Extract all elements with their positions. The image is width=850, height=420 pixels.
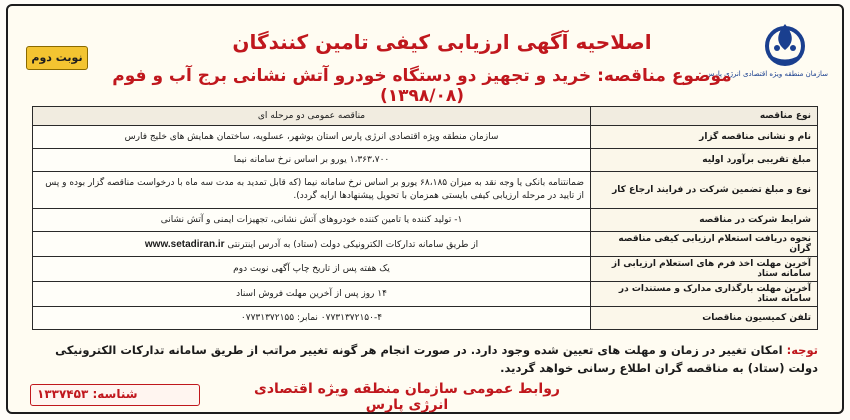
note-label: توجه: (786, 343, 818, 357)
ad-id-label: شناسه: (92, 387, 138, 401)
table-row (33, 149, 818, 172)
row-value: ۱- تولید کننده یا تامین کننده خودروهای آتش نشانی، تجهیزات ایمنی و آتش نشانی (33, 209, 591, 232)
row-value: ضمانتنامه بانکی یا وجه نقد به میزان ۶۸،۱۸۵ یورو بر اساس نرخ سامانه نیما (که قابل تمدید به مدت سه ماه با درخواست مناقصه گزار بوده و پس از تایید در مرحله ارزیابی کیفی بایستی همزمان با تحویل پیشنهادها ارایه گردد). (33, 172, 591, 209)
organization-logo (705, 20, 828, 92)
page-title: اصلاحیه آگهی ارزیابی کیفی تامین کنندگان (232, 30, 652, 54)
table-row (33, 209, 818, 232)
website-link[interactable]: www.setadiran.ir (144, 238, 225, 250)
row-label: آخرین مهلت بارگذاری مدارک و مستندات در سامانه ستاد (591, 282, 818, 307)
row-value (33, 232, 591, 257)
row-value-text: از طریق سامانه تدارکات الکترونیکی دولت (ستاد) به آدرس اینترنتی (227, 239, 479, 250)
table-row (33, 257, 818, 282)
table-row (33, 282, 818, 307)
row-label: مبلغ تقریبی برآورد اولیه (591, 149, 818, 172)
row-value: مناقصه عمومی دو مرحله ای (33, 107, 591, 126)
table-row (33, 232, 818, 257)
row-label: آخرین مهلت اخذ فرم های استعلام ارزیابی از سامانه ستاد (591, 257, 818, 282)
note-text: امکان تغییر در زمان و مهلت های تعیین شده وجود دارد. در صورت انجام هر گونه تغییر مراتب از طریق سامانه تدارکات الکترونیکی دولت (ستاد) به مناقصه گران اطلاع رسانی خواهد گردید. (55, 343, 818, 375)
table-row (33, 126, 818, 149)
row-value: سازمان منطقه ویژه اقتصادی انرژی پارس استان بوشهر، عسلویه، ساختمان همایش های خلیج فارس (33, 126, 591, 149)
row-value: ۰۷۷۳۱۳۷۲۱۵۰-۴ نمابر: ۰۷۷۳۱۳۷۲۱۵۵ (33, 307, 591, 330)
ad-id-value: ۱۳۳۷۴۵۳ (37, 387, 89, 401)
flame-logo-icon (742, 20, 828, 68)
row-label: شرایط شرکت در مناقصه (591, 209, 818, 232)
ad-header (8, 10, 842, 106)
table-row (33, 107, 818, 126)
row-label: تلفن کمیسیون مناقصات (591, 307, 818, 330)
round-badge: نوبت دوم (26, 46, 88, 70)
ad-frame (6, 4, 844, 414)
ad-id-badge (30, 384, 200, 406)
tender-subject: موضوع مناقصه: خرید و تجهیز دو دستگاه خودرو آتش نشانی برج آب و فوم (۱۳۹۸/۰۸) (112, 66, 732, 106)
row-label: نام و نشانی مناقصه گزار (591, 126, 818, 149)
row-label: نحوه دریافت استعلام ارزیابی کیفی مناقصه گران (591, 232, 818, 257)
table-row (33, 172, 818, 209)
table-row (33, 307, 818, 330)
row-label: نوع و مبلغ تضمین شرکت در فرایند ارجاع کار (591, 172, 818, 209)
row-value: یک هفته پس از تاریخ چاپ آگهی نوبت دوم (33, 257, 591, 282)
public-relations-signature: روابط عمومی سازمان منطقه ویژه اقتصادی انرژی پارس (254, 381, 560, 413)
row-value: ۱،۳۶۳،۷۰۰ یورو بر اساس نرخ سامانه نیما (33, 149, 591, 172)
row-label: نوع مناقصه (591, 107, 818, 126)
logo-caption: سازمان منطقه ویژه اقتصادی انرژی پارس (705, 70, 828, 78)
row-value: ۱۴ روز پس از آخرین مهلت فروش اسناد (33, 282, 591, 307)
notice-note (28, 341, 818, 377)
tender-details-table (32, 106, 818, 330)
